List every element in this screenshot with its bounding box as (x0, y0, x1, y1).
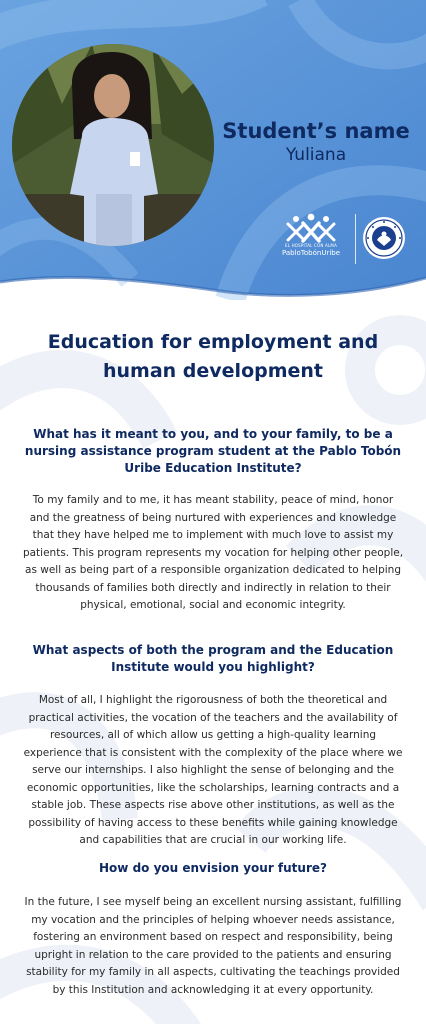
question-2: What aspects of both the program and the Education Institute would you highlight? (32, 643, 394, 674)
student-name-value: Yuliana (285, 145, 347, 165)
student-name-label: Student’s name (222, 119, 410, 143)
hospital-tagline: EL HOSPITAL CON ALMA (284, 243, 338, 248)
logo-divider (355, 214, 356, 264)
hospital-logo (276, 212, 346, 268)
hero-banner (0, 0, 426, 300)
answer-3: In the future, I see myself being an excellent nursing assistant, fulfilling my vocation and the principles of helping whoever needs assistance, fostering an environment based on respect and responsibility, being upright in relation to the care provided to the patients and ensuring stability for my family in all aspects, cultivating the teachings provided by this Institution and acknowledging it at every opportunity. (24, 896, 402, 996)
institute-seal-icon (362, 216, 406, 260)
answer-1: To my family and to me, it has meant stability, peace of mind, honor and the greatness of being nurtured with experiences and knowledge that they have helped me to implement with much love to assist my patients. This program represents my vocation for helping other people, as well as being part of a responsible organization dedicated to helping thousands of families both directly and indirectly in relation to their physical, emotional, social and economic integrity. (22, 494, 404, 611)
main-title: Education for employment and human development (47, 331, 379, 382)
logos (276, 212, 408, 268)
question-1: What has it meant to you, and to your family, to be a nursing assistance program student at the Pablo Tobón Uribe Education Institute? (24, 427, 402, 475)
question-3: How do you envision your future? (99, 861, 327, 875)
student-name-block (214, 118, 418, 166)
answer-2: Most of all, I highlight the rigorousness of both the theoretical and practical activities, the vocation of the teachers and the availability of resources, all of which allow us getting a high-quality learning experience that is consistent with the complexity of the place where we serve our internships. I also highlight the sense of belonging and the economic opportunities, like the scholarships, learning contracts and a stable job. These aspects rise above other institutions, as well as the possibility of having access to these benefits while gaining knowledge and capabilities that are crucial in our working life. (23, 694, 403, 846)
hospital-name: PabloTobónUribe (281, 249, 341, 257)
hospital-figures-icon (276, 212, 346, 244)
student-photo (12, 44, 214, 246)
